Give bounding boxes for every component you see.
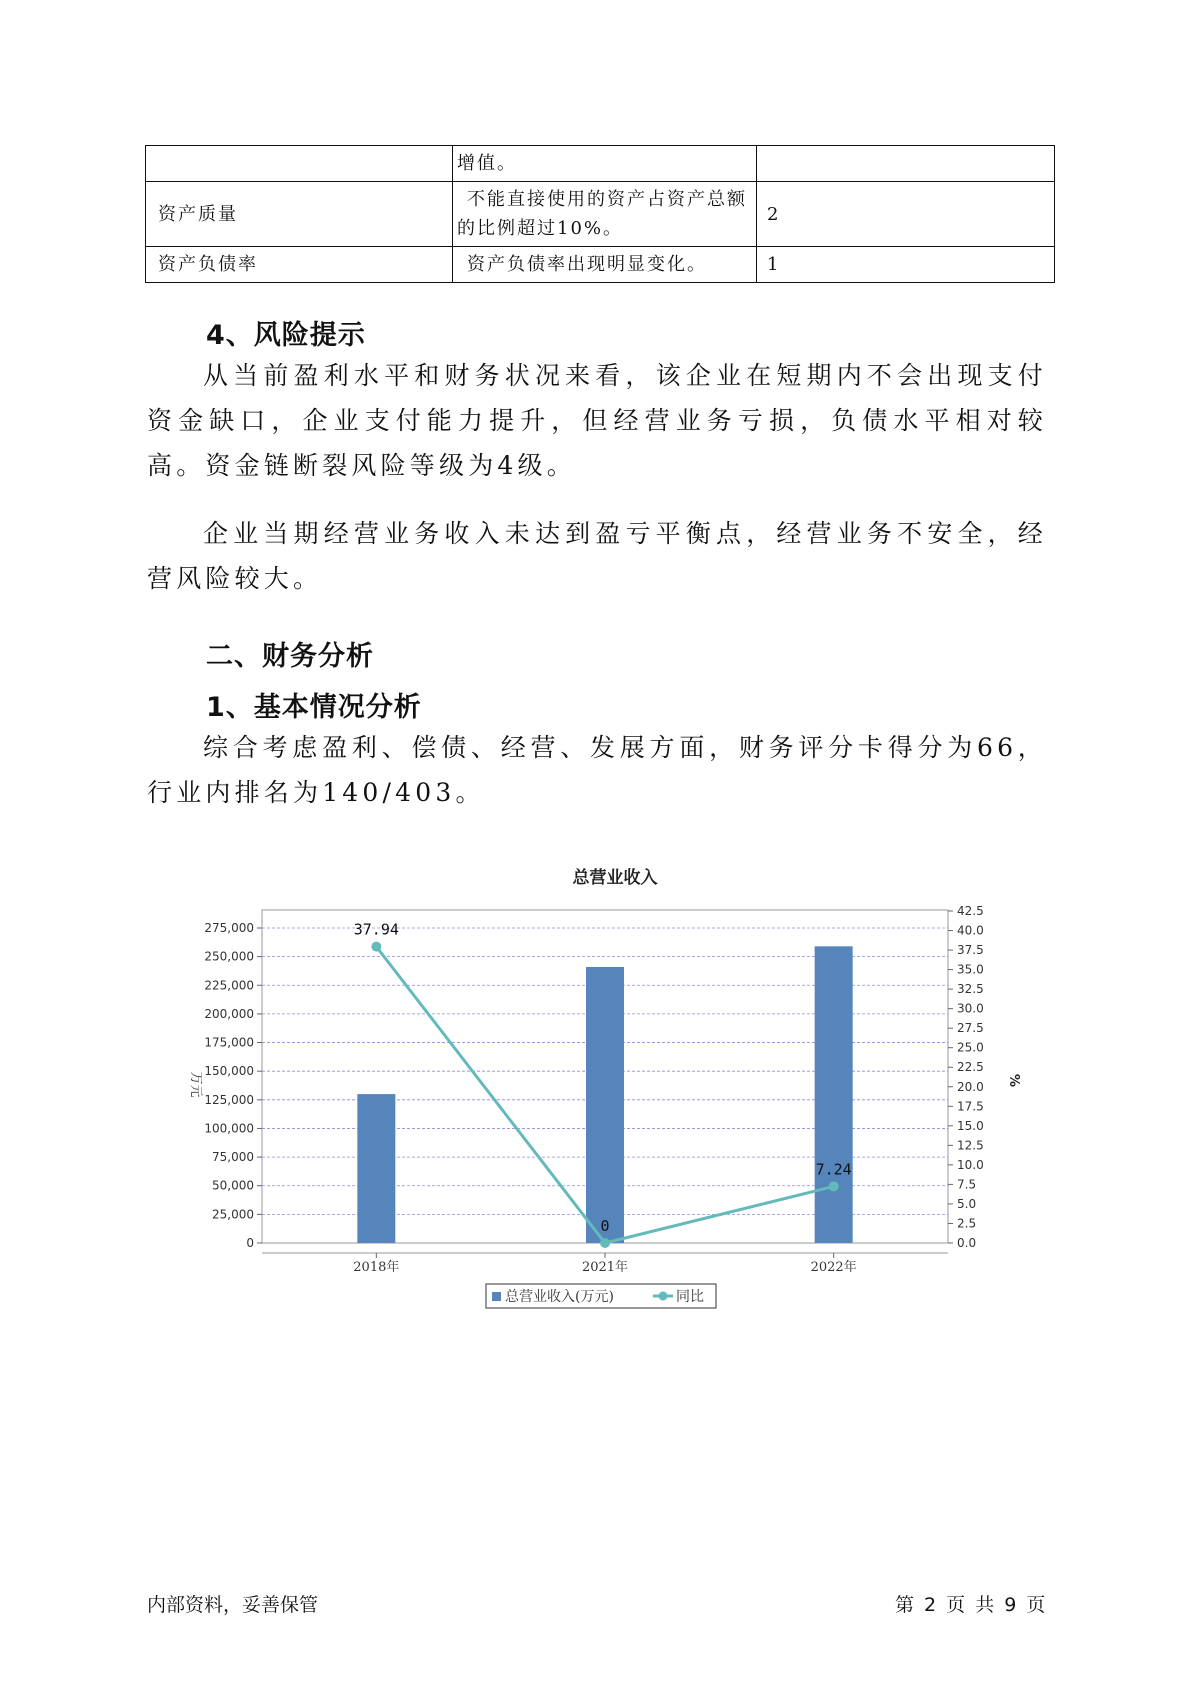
y-tick-label: 275,000 bbox=[204, 921, 254, 935]
sub-heading-basic: 1、基本情况分析 bbox=[206, 692, 422, 723]
table-cell: 资产负债率 bbox=[146, 247, 453, 283]
revenue-chart bbox=[170, 860, 1050, 1320]
y2-tick-label: 5.0 bbox=[957, 1196, 977, 1211]
legend-swatch-bar bbox=[492, 1292, 501, 1301]
table-cell: 增值。 bbox=[453, 146, 757, 182]
y2-tick-label: 37.5 bbox=[957, 943, 984, 958]
data-label: 0 bbox=[600, 1217, 610, 1235]
x-tick-label: 2021年 bbox=[581, 1260, 629, 1275]
y-tick-label: 175,000 bbox=[204, 1035, 254, 1050]
line-point bbox=[371, 942, 381, 952]
y2-tick-label: 35.0 bbox=[957, 962, 984, 977]
table-cell: 资产负债率出现明显变化。 bbox=[453, 247, 757, 283]
table-cell bbox=[757, 146, 1055, 182]
y-axis-label: 万元 bbox=[188, 1071, 203, 1098]
table-row bbox=[146, 182, 1055, 247]
table-cell: 资产质量 bbox=[146, 182, 453, 247]
data-label: 37.94 bbox=[353, 920, 399, 939]
y2-tick-label: 10.0 bbox=[957, 1157, 984, 1172]
table-cell: 不能直接使用的资产占资产总额的比例超过10%。 bbox=[453, 182, 757, 247]
table-cell: 2 bbox=[757, 182, 1055, 247]
table-cell: 1 bbox=[757, 247, 1055, 283]
y-tick-label: 250,000 bbox=[204, 949, 254, 964]
y2-tick-label: 25.0 bbox=[957, 1040, 984, 1055]
bar bbox=[586, 967, 624, 1243]
y2-tick-label: 27.5 bbox=[957, 1021, 984, 1036]
legend-swatch-marker bbox=[659, 1292, 668, 1301]
y2-tick-label: 2.5 bbox=[957, 1216, 977, 1231]
y-tick-label: 25,000 bbox=[212, 1207, 254, 1222]
section-heading-financial: 二、财务分析 bbox=[206, 641, 374, 672]
table-row bbox=[146, 247, 1055, 283]
y2-tick-label: 7.5 bbox=[957, 1177, 977, 1192]
y-tick-label: 200,000 bbox=[204, 1006, 254, 1021]
y2-tick-label: 30.0 bbox=[957, 1001, 984, 1016]
y2-axis-label: % bbox=[1006, 1073, 1021, 1088]
line-point bbox=[829, 1181, 839, 1191]
y2-tick-label: 12.5 bbox=[957, 1138, 984, 1153]
bar bbox=[815, 946, 853, 1243]
chart-svg bbox=[170, 860, 1050, 1320]
y2-tick-label: 42.5 bbox=[957, 904, 984, 918]
footer-page-number: 第 2 页 共 9 页 bbox=[895, 1594, 1046, 1616]
y2-tick-label: 0.0 bbox=[957, 1236, 977, 1250]
y-tick-label: 225,000 bbox=[204, 978, 254, 993]
paragraph-risk-2: 企业当期经营业务收入未达到盈亏平衡点，经营业务不安全，经营风险较大。 bbox=[147, 519, 1047, 593]
x-tick-label: 2022年 bbox=[810, 1260, 857, 1275]
y2-tick-label: 15.0 bbox=[957, 1118, 984, 1133]
x-tick-label: 2018年 bbox=[353, 1260, 400, 1275]
y2-tick-label: 40.0 bbox=[957, 923, 984, 938]
legend-label-revenue: 总营业收入(万元) bbox=[505, 1289, 614, 1305]
chart-title: 总营业收入 bbox=[572, 868, 658, 888]
legend-label-yoy: 同比 bbox=[676, 1289, 704, 1305]
criteria-table bbox=[145, 145, 1055, 283]
bar bbox=[357, 1094, 395, 1243]
y-tick-label: 150,000 bbox=[204, 1064, 254, 1079]
table-cell bbox=[146, 146, 453, 182]
y-tick-label: 125,000 bbox=[204, 1092, 254, 1107]
footer-confidential: 内部资料，妥善保管 bbox=[147, 1594, 319, 1616]
table-row bbox=[146, 146, 1055, 182]
y-tick-label: 50,000 bbox=[212, 1178, 254, 1193]
paragraph-basic: 综合考虑盈利、偿债、经营、发展方面，财务评分卡得分为66，行业内排名为140/403。 bbox=[147, 733, 1047, 807]
y-tick-label: 0 bbox=[246, 1236, 254, 1250]
line-point bbox=[600, 1238, 610, 1248]
y2-tick-label: 17.5 bbox=[957, 1099, 984, 1114]
y2-tick-label: 20.0 bbox=[957, 1079, 984, 1094]
section-heading-risk: 4、风险提示 bbox=[206, 320, 366, 351]
y2-tick-label: 22.5 bbox=[957, 1060, 984, 1075]
y2-tick-label: 32.5 bbox=[957, 982, 984, 997]
paragraph-risk-1: 从当前盈利水平和财务状况来看，该企业在短期内不会出现支付资金缺口，企业支付能力提升，但经营业务亏损，负债水平相对较高。资金链断裂风险等级为4级。 bbox=[147, 361, 1047, 480]
data-label: 7.24 bbox=[815, 1160, 852, 1179]
y-tick-label: 75,000 bbox=[212, 1150, 254, 1165]
y-tick-label: 100,000 bbox=[204, 1121, 254, 1136]
